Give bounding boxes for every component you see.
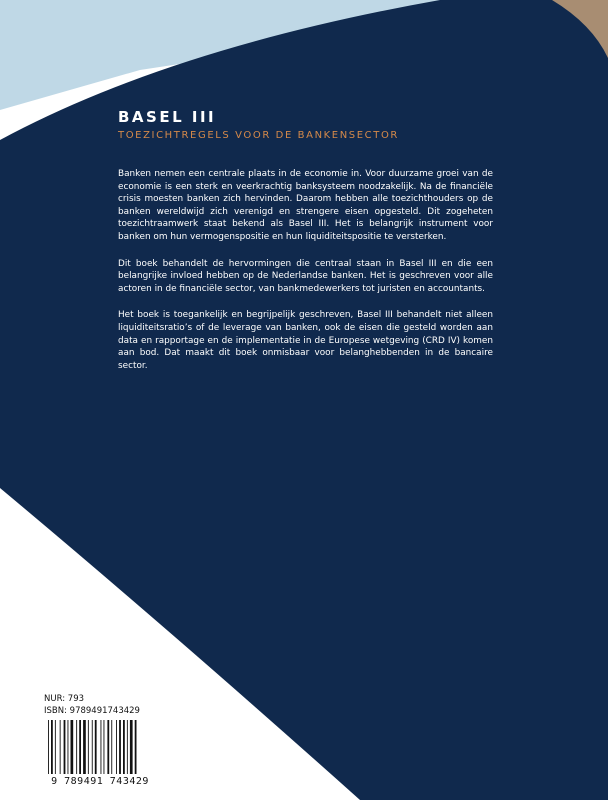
barcode-bar — [71, 720, 74, 774]
barcode-bar — [111, 720, 112, 774]
publisher-logo — [166, 748, 250, 784]
barcode-bar — [60, 720, 61, 774]
blurb-paragraph-2: Dit boek behandelt de hervormingen die centraal staan in Basel III en die een belangrijke invloed hebben op de Nederlandse banken. Het is geschreven voor alle actoren in de financiële sector, van bankmedewerkers tot juristen en accountants. — [118, 258, 493, 294]
barcode-bar — [104, 720, 105, 774]
blurb-paragraph-3: Het boek is toegankelijk en begrijpelijk geschreven, Basel III behandelt niet alleen liquiditeitsratio’s of de leverage van banken, ook de eisen die gesteld worden aan data en rapportage en de implementatie in de Europese wetgeving (CRD IV) komen aan bod. Dat maakt dit boek onmisbaar voor belanghebbenden in de bancaire sector. — [118, 310, 493, 371]
nur-code: NUR: 793 — [44, 694, 85, 704]
blurb — [118, 168, 493, 386]
publisher-name: oncept — [179, 750, 234, 768]
barcode-background — [44, 718, 156, 776]
barcode-digits: 9 789491 743429 — [51, 776, 149, 787]
barcode-bar — [76, 720, 77, 774]
barcode-bar — [95, 720, 97, 774]
book-subtitle: TOEZICHTREGELS VOOR DE BANKENSECTOR — [118, 130, 399, 141]
barcode-bar — [116, 720, 117, 774]
barcode-bar — [88, 720, 89, 774]
barcode-bar — [68, 720, 69, 774]
barcode-bar — [123, 720, 125, 774]
book-title: BASEL III — [118, 108, 217, 126]
bracket-c-icon — [166, 750, 177, 778]
barcode-bar — [79, 720, 81, 774]
barcode-bar — [127, 720, 128, 774]
barcode-bar — [119, 720, 121, 774]
isbn-barcode — [44, 718, 156, 776]
barcode-bar — [101, 720, 102, 774]
barcode-bar — [135, 720, 137, 774]
barcode-bar — [92, 720, 93, 774]
barcode-bar — [55, 720, 56, 774]
barcode-bar — [83, 720, 86, 774]
publisher-subtitle: uitgeefgroep — [180, 770, 232, 779]
barcode-bar — [107, 720, 109, 774]
isbn-code: ISBN: 9789491743429 — [44, 706, 140, 716]
barcode-bar — [48, 720, 49, 774]
barcode-bar — [130, 720, 133, 774]
barcode-bar — [51, 720, 53, 774]
blurb-paragraph-1: Banken nemen een centrale plaats in de economie in. Voor duurzame groei van de economie is een sterk en veerkrachtig banksysteem noodzakelijk. Na de financiële crisis moesten banken zich hervinden. Daarom hebben alle toezichthouders op de banken wereldwijd zich verenigd en strengere eisen opgesteld. Dit zogeheten toezichtraamwerk staat bekend als Basel III. Het is belangrijk instrument voor banken om hun vermogenspositie en hun liquiditeitspositie te versterken. — [118, 169, 493, 242]
barcode-bar — [64, 720, 66, 774]
